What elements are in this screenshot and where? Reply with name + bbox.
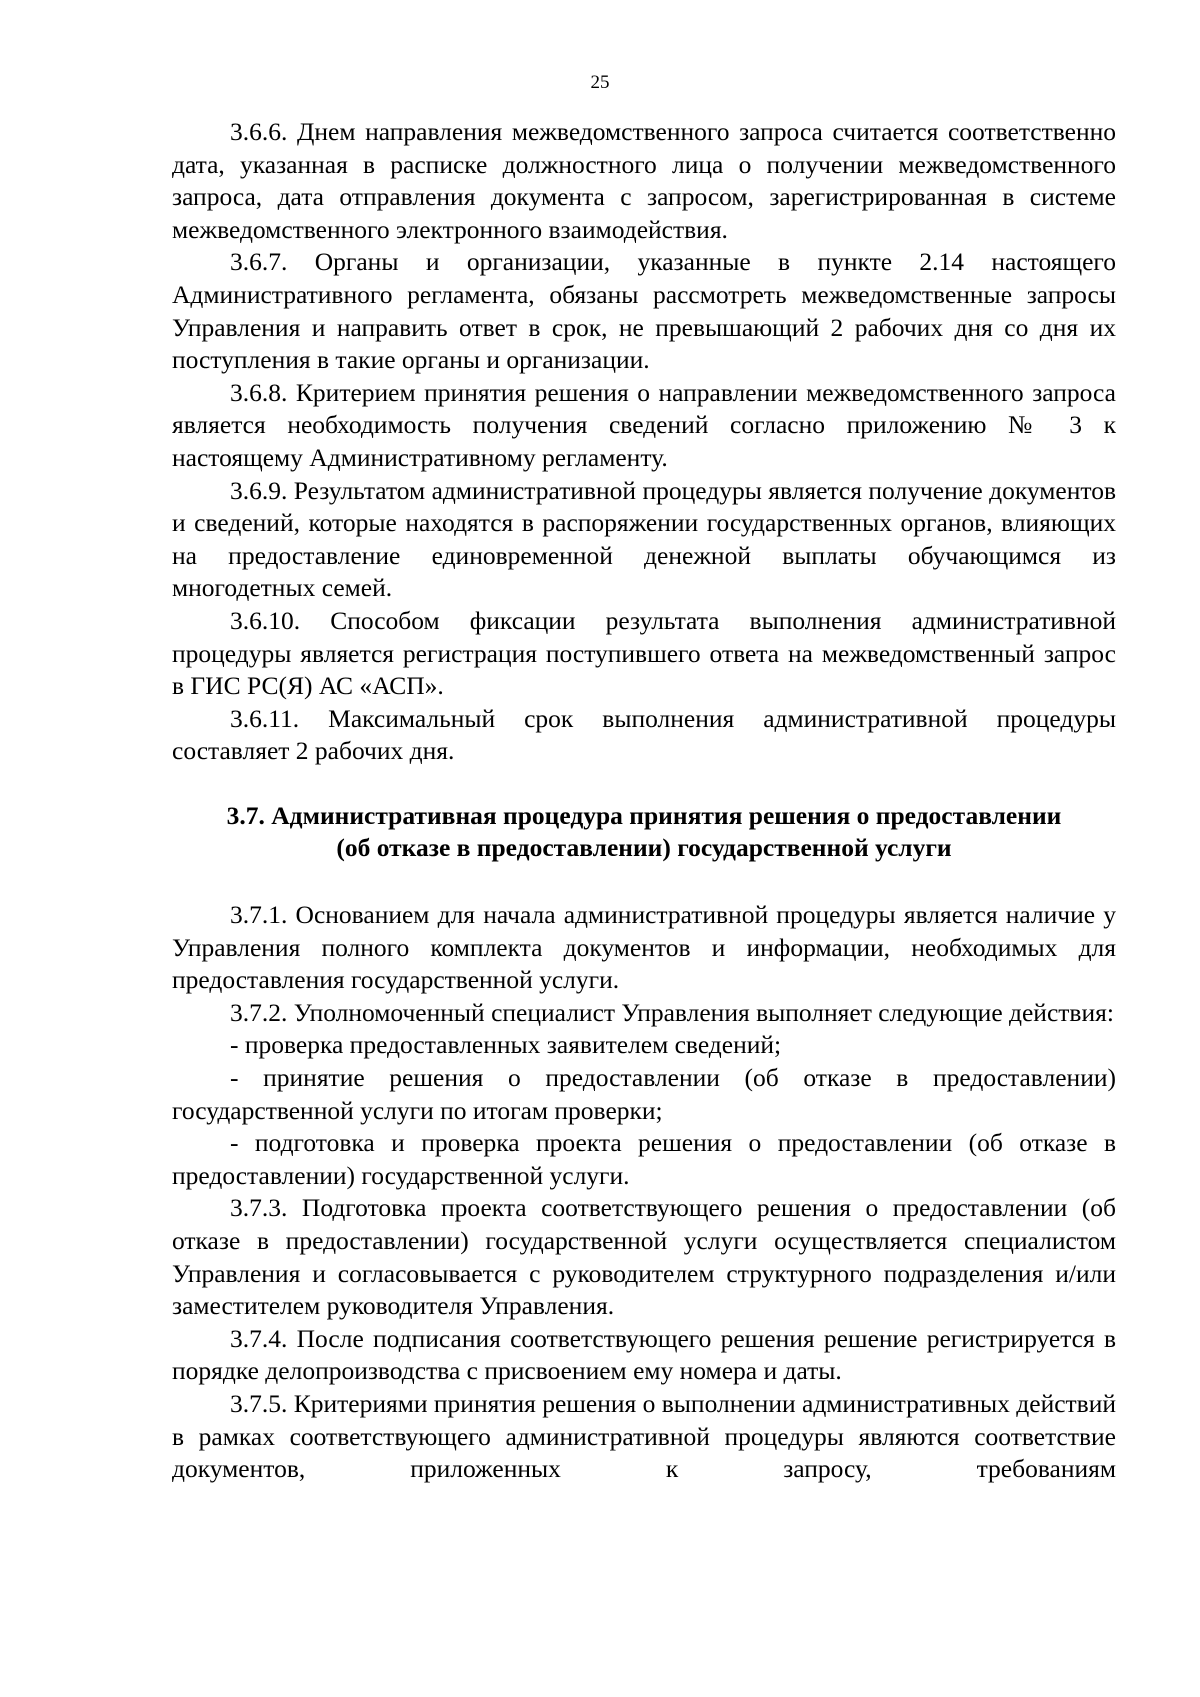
paragraph-3-7-4: 3.7.4. После подписания соответствующего решения решение регистрируется в порядке делопроизводства с присвоением ему номера и даты. [172,1323,1116,1386]
section-heading-3-7 [172,800,1116,865]
paragraph-3-6-9: 3.6.9. Результатом административной процедуры является получение документов и сведений, которые находятся в распоряжении государственных органов, влияющих на предоставление единовременной денежной выплаты обучающимся из многодетных семей. [172,475,1116,603]
paragraph-3-6-6: 3.6.6. Днем направления межведомственного запроса считается соответственно дата, указанная в расписке должностного лица о получении межведомственного запроса, дата отправления документа с запросом, зарегистрированная в системе межведомственного электронного взаимодействия. [172,117,1116,244]
page-number: 25 [590,72,610,93]
list-item-check-data: - проверка предоставленных заявителем сведений; [230,1030,782,1060]
list-item-decision: - принятие решения о предоставлении (об отказе в предоставлении) государственной услуги по итогам проверки; [172,1063,1116,1125]
paragraph-3-7-2: 3.7.2. Уполномоченный специалист Управления выполняет следующие действия: [230,997,1114,1027]
paragraph-3-6-11: 3.6.11. Максимальный срок выполнения административной процедуры составляет 2 рабочих дня. [172,703,1116,766]
list-item-draft-decision: - подготовка и проверка проекта решения о предоставлении (об отказе в предоставлении) государственной услуги. [172,1128,1116,1190]
document-body [172,116,1116,1486]
paragraph-3-7-1: 3.7.1. Основанием для начала административной процедуры является наличие у Управления полного комплекта документов и информации, необходимых для предоставления государственной услуги. [172,900,1116,995]
paragraph-3-7-3: 3.7.3. Подготовка проекта соответствующего решения о предоставлении (об отказе в предоставлении) государственной услуги осуществляется специалистом Управления и согласовывается с руководителем структурного подразделения и/или заместителем руководителя Управления. [172,1193,1116,1321]
section-heading-line-2: (об отказе в предоставлении) государственной услуги [336,833,952,863]
paragraph-3-6-10: 3.6.10. Способом фиксации результата выполнения административной процедуры является регистрация поступившего ответа на межведомственный запрос в ГИС РС(Я) АС «АСП». [172,605,1116,701]
paragraph-3-7-5: 3.7.5. Критериями принятия решения о выполнении административных действий в рамках соответствующего административной процедуры являются соответствие документов, приложенных к запросу, требованиям [172,1388,1117,1484]
paragraph-3-6-8: 3.6.8. Критерием принятия решения о направлении межведомственного запроса является необходимость получения сведений согласно приложению № 3 к настоящему Административному регламенту. [172,377,1116,472]
paragraph-3-6-7: 3.6.7. Органы и организации, указанные в пункте 2.14 настоящего Административного регламента, обязаны рассмотреть межведомственные запросы Управления и направить ответ в срок, не превышающий 2 рабочих дня со дня их поступления в такие органы и организации. [172,247,1116,375]
section-heading-line-1: 3.7. Административная процедура принятия решения о предоставлении [226,800,1062,830]
